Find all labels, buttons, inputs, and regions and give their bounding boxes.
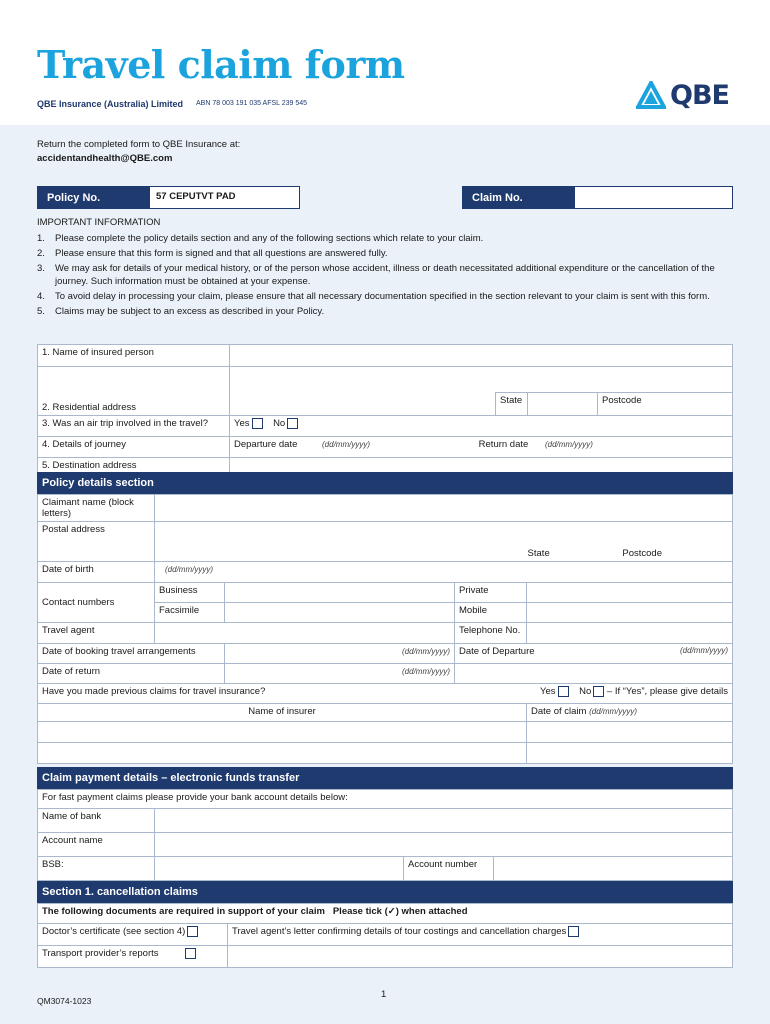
postal-state-label: State [527, 548, 550, 559]
list-item: 4. To avoid delay in processing your claim, please ensure that all necessary documentation specified in the section relevant to your claim is sent with this form. [37, 291, 710, 302]
section1-intro: The following documents are required in support of your claim [42, 906, 325, 917]
transport-report-row [38, 946, 228, 968]
agent-letter-checkbox[interactable] [568, 926, 579, 937]
air-trip-options [230, 416, 733, 437]
account-name-label: Account name [38, 833, 155, 857]
journey-dates[interactable] [230, 437, 733, 458]
travel-agent-field[interactable] [155, 623, 455, 644]
claimant-label: Claimant name (block letters) [38, 495, 155, 522]
claim-number-field[interactable] [575, 187, 587, 208]
private-field[interactable] [527, 583, 733, 603]
return-email[interactable]: accidentandhealth@QBE.com [37, 153, 173, 164]
departure-date-label: Departure date [234, 439, 298, 450]
departure-label: Date of Departure [459, 646, 535, 657]
previous-if-yes-text: – If “Yes”, please give details [606, 686, 728, 698]
postcode-field[interactable] [598, 392, 733, 415]
agent-letter-label: Travel agent’s letter confirming details of tour costings and cancellation charges [232, 926, 567, 938]
account-number-label: Account number [404, 857, 494, 881]
transport-report-label: Transport provider’s reports [42, 948, 159, 960]
address-field[interactable] [230, 367, 733, 393]
return-instruction: Return the completed form to QBE Insurance at: [37, 139, 241, 150]
section1-heading: Section 1. cancellation claims [37, 881, 733, 903]
bank-name-label: Name of bank [38, 809, 155, 833]
header [0, 0, 770, 125]
date-of-claim-hint: (dd/mm/yyyy) [589, 707, 638, 716]
postal-address-label: Postal address [38, 522, 155, 562]
air-trip-no-checkbox[interactable] [287, 418, 298, 429]
postal-address-field[interactable] [155, 522, 733, 562]
address-label: 2. Residential address [38, 367, 230, 416]
account-name-field[interactable] [155, 833, 733, 857]
insurer-field-2[interactable] [38, 743, 527, 764]
qbe-logo [636, 80, 729, 111]
dob-field[interactable] [155, 562, 733, 583]
payment-intro: For fast payment claims please provide your bank account details below: [38, 790, 733, 809]
dob-label: Date of birth [38, 562, 155, 583]
return-field[interactable] [225, 664, 455, 684]
private-label: Private [455, 583, 527, 603]
account-number-field[interactable] [494, 857, 733, 881]
list-item: 3. We may ask for details of your medical history, or of the person whose accident, illness or death necessitated additional expenditure or the cancellation of the journey. Such information must be obtained at your expense. [37, 263, 715, 287]
section1-tick-instruction: Please tick (✓) when attached [332, 906, 468, 917]
business-label: Business [155, 583, 225, 603]
list-item: 1. Please complete the policy details section and any of the following sections which relate to your claim. [37, 233, 484, 244]
departure-field[interactable] [455, 644, 733, 664]
claim-date-field-2[interactable] [527, 743, 733, 764]
bsb-label: BSB: [38, 857, 155, 881]
abn-text: ABN 78 003 191 035 AFSL 239 545 [196, 100, 308, 107]
previous-claims-label: Have you made previous claims for travel insurance? [42, 686, 266, 697]
claimant-field[interactable] [155, 495, 733, 522]
doctor-certificate-row [38, 924, 228, 946]
departure-hint: (dd/mm/yyyy) [680, 646, 728, 655]
journey-label: 4. Details of journey [38, 437, 230, 458]
claim-number-box [462, 186, 733, 209]
air-trip-yes-checkbox[interactable] [252, 418, 263, 429]
claim-date-field-1[interactable] [527, 722, 733, 743]
policy-number-label: Policy No. [38, 187, 150, 208]
bank-name-field[interactable] [155, 809, 733, 833]
insured-name-label: 1. Name of insured person [38, 345, 230, 367]
telephone-label: Telephone No. [455, 623, 527, 644]
previous-yes-label: Yes [540, 686, 556, 698]
insured-name-field[interactable] [230, 345, 733, 367]
previous-no-checkbox[interactable] [593, 686, 604, 697]
policy-details-heading: Policy details section [37, 472, 733, 494]
important-title: IMPORTANT INFORMATION [37, 217, 161, 228]
logo-text: QBE [670, 80, 729, 111]
facsimile-field[interactable] [225, 603, 455, 623]
section1-intro-row [38, 904, 733, 924]
bsb-field[interactable] [155, 857, 404, 881]
return-date-hint: (dd/mm/yyyy) [544, 440, 593, 449]
return-extra [455, 664, 733, 684]
payment-table [37, 789, 733, 881]
telephone-field[interactable] [527, 623, 733, 644]
booking-hint: (dd/mm/yyyy) [402, 647, 450, 656]
return-date-label: Return date [478, 439, 529, 450]
date-of-claim-label: Date of claim [531, 706, 587, 717]
state-label: State [496, 392, 528, 415]
transport-report-checkbox[interactable] [185, 948, 196, 959]
payment-heading: Claim payment details – electronic funds transfer [37, 767, 733, 789]
date-of-claim-header [527, 704, 733, 722]
list-item: 5. Claims may be subject to an excess as described in your Policy. [37, 306, 325, 317]
previous-claims-row [38, 684, 733, 704]
return-label: Date of return [38, 664, 225, 684]
important-list [37, 232, 749, 320]
air-trip-label: 3. Was an air trip involved in the travel? [38, 416, 230, 437]
departure-date-hint: (dd/mm/yyyy) [322, 440, 371, 449]
air-trip-yes-label: Yes [234, 418, 250, 430]
list-item: 2. Please ensure that this form is signed and that all questions are answered fully. [37, 248, 388, 259]
general-details-table [37, 344, 733, 479]
booking-field[interactable] [225, 644, 455, 664]
contact-label: Contact numbers [38, 583, 155, 623]
business-field[interactable] [225, 583, 455, 603]
destination-label: 5. Destination address [38, 458, 230, 479]
postcode-label: Postcode [602, 394, 642, 406]
section1-table [37, 903, 733, 968]
insurer-header: Name of insurer [38, 704, 527, 722]
facsimile-label: Facsimile [155, 603, 225, 623]
state-field[interactable] [528, 392, 598, 415]
previous-no-label: No [579, 686, 592, 698]
mobile-label: Mobile [455, 603, 527, 623]
doctor-certificate-label: Doctor’s certificate (see section 4) [42, 926, 186, 938]
page-number: 1 [381, 989, 387, 1000]
postal-postcode-label: Postcode [622, 548, 662, 559]
insurer-field-1[interactable] [38, 722, 527, 743]
address-field-line2[interactable] [230, 392, 496, 415]
previous-yes-checkbox[interactable] [558, 686, 569, 697]
dob-hint: (dd/mm/yyyy) [165, 565, 213, 574]
empty-cell [228, 946, 733, 968]
company-name: QBE Insurance (Australia) Limited [37, 99, 184, 109]
travel-agent-label: Travel agent [38, 623, 155, 644]
claim-number-label: Claim No. [463, 187, 575, 208]
qbe-logo-icon [636, 81, 666, 111]
policy-number-box [37, 186, 300, 209]
booking-label: Date of booking travel arrangements [38, 644, 225, 664]
mobile-field[interactable] [527, 603, 733, 623]
doctor-certificate-checkbox[interactable] [187, 926, 198, 937]
return-hint: (dd/mm/yyyy) [402, 667, 450, 676]
policy-number-field[interactable]: 57 CEPUTVT PAD [156, 191, 236, 202]
form-title: Travel claim form [37, 42, 405, 87]
form-code: QM3074-1023 [37, 996, 92, 1006]
policy-details-table [37, 494, 733, 764]
air-trip-no-label: No [273, 418, 286, 430]
agent-letter-row [228, 924, 733, 946]
